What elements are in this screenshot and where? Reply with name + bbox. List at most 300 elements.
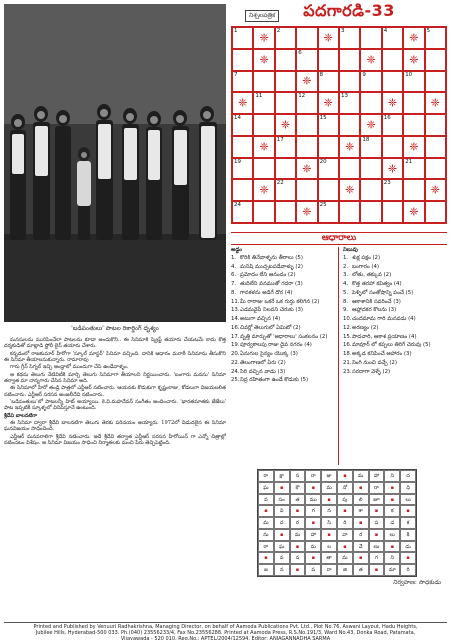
article-paragraph: 'బడిపంతులు'లో పాటలన్నీ హిట్ అయ్యాయి. కె.వి.మహదేవన్ సంగీతం అందించారు. 'భారతమాతకు జేజేలు' పాట ఇప్పటికీ స్కూళ్ళలో వినిపిస్తూనే ఉంటుంది. [4, 399, 226, 412]
puzzle-cell[interactable] [318, 71, 339, 93]
answer-cell: సి [321, 517, 337, 529]
flower-block-icon: ❈ [366, 53, 376, 67]
puzzle-cell[interactable] [296, 92, 317, 114]
puzzle-cell[interactable] [253, 158, 274, 180]
across-clue [231, 281, 335, 288]
across-clue [231, 325, 335, 332]
puzzle-cell[interactable] [360, 27, 381, 49]
block-cell [296, 201, 317, 223]
cell-number: 16 [383, 115, 391, 122]
answer-cell: నో [337, 482, 353, 494]
cell-number: 20 [319, 158, 327, 165]
article-paragraph: కన్నడంలో రాజకుమార్ హీరోగా 'స్కూల్ మాస్టర్' సినిమా వచ్చింది. దానికి ఆధారం మరాఠీ సినిమాను తీసుకొని ఈ సినిమా తీయాలనుకున్నారు. రామారావు [4, 350, 226, 364]
cell-number: 22 [276, 180, 284, 187]
puzzle-cell[interactable] [296, 49, 317, 71]
block-cell [253, 27, 274, 49]
answer-cell: సం [274, 494, 290, 506]
puzzle-cell[interactable] [403, 158, 424, 180]
answer-block-cell: ▪ [258, 505, 274, 517]
article-paragraph: మనసులను మురిపించేలా పాటలను కూడా అందుకొని.. ఈ సినిమాకి స్క్రిప్ట్ తయారు చేయటమే కాదు కొత్త దర్శకుడితో మాట్లాడి స్టోరీ లైన్ తయారు చేశారు. [4, 337, 226, 350]
answer-block-cell: ▪ [400, 552, 416, 564]
puzzle-title: పదగారడి-33 [303, 1, 395, 20]
clue-number: 22. [231, 359, 240, 366]
puzzle-cell[interactable] [382, 49, 403, 71]
puzzle-cell[interactable] [339, 27, 360, 49]
answer-block-cell: ▪ [369, 505, 385, 517]
answer-cell: ణు [369, 541, 385, 553]
puzzle-cell[interactable] [232, 71, 253, 93]
puzzle-cell[interactable] [275, 179, 296, 201]
flower-block-icon: ❈ [409, 140, 419, 154]
answer-block-cell: ▪ [258, 552, 274, 564]
clue-number: 20. [231, 351, 240, 357]
answer-cell: ని [384, 552, 400, 564]
block-cell [318, 92, 339, 114]
flower-block-icon: ❈ [302, 205, 312, 219]
clue-text: సరదాగా వెళ్ళే (2) [352, 368, 391, 375]
puzzle-cell[interactable] [275, 92, 296, 114]
puzzle-cell[interactable] [318, 158, 339, 180]
article-column [4, 4, 226, 448]
clue-text: శుక్ల పక్షం (2) [352, 254, 381, 261]
puzzle-header [231, 1, 447, 24]
puzzle-cell[interactable] [275, 71, 296, 93]
puzzle-cell[interactable] [403, 71, 424, 93]
answer-cell: స [290, 470, 306, 482]
block-cell [425, 92, 446, 114]
answer-cell: ఘ [274, 541, 290, 553]
flower-block-icon: ❈ [302, 162, 312, 176]
puzzle-cell[interactable] [339, 158, 360, 180]
answer-cell: ని [384, 470, 400, 482]
across-clue [231, 255, 335, 262]
answer-block-cell: ▪ [274, 482, 290, 494]
puzzle-cell[interactable] [232, 179, 253, 201]
answer-grid [257, 469, 417, 577]
clue-number: 4. [231, 263, 237, 270]
puzzle-cell[interactable] [232, 201, 253, 223]
clue-text: పాదచారి, ఆకాశ ప్రయాణం (4) [352, 333, 417, 340]
answer-cell: వ [258, 494, 274, 506]
block-cell [253, 49, 274, 71]
across-clue [231, 377, 335, 384]
flower-block-icon: ❈ [387, 162, 398, 176]
cell-number: 24 [234, 202, 241, 209]
answer-cell: మ [290, 529, 306, 541]
down-title: నిలువు [343, 247, 358, 253]
clue-text: మీ రారాజు ఒకరే ఒక గుర్తు కలిగిన (2) [240, 298, 320, 305]
article-paragraph: ఈ సినిమాలో హీరో తండ్రి పాత్రలో ఎన్టీఆర్ నటించారు. ఆయనకు కొడుకుగా కృష్ణంరాజు, కోడలుగా విజయలలిత నటించారు. ఎన్టీఆర్ సరసన అంజలీదేవి నటించారు. [4, 385, 226, 398]
answer-cell: శా [353, 505, 369, 517]
puzzle-cell[interactable] [253, 201, 274, 223]
cell-number: 12 [298, 93, 306, 100]
puzzle-cell[interactable] [296, 27, 317, 49]
answer-cell: న [274, 564, 290, 576]
puzzle-cell[interactable] [425, 49, 446, 71]
down-clue [343, 351, 447, 358]
answer-cell: రా [258, 541, 274, 553]
puzzle-cell[interactable] [275, 49, 296, 71]
clue-text: నింగి నుంచి వచ్చే (2) [352, 359, 397, 366]
cell-number: 1 [234, 28, 238, 34]
clue-text: కొరికి తినేవాళ్ళను తీరాలు (5) [240, 254, 303, 261]
answer-cell: మ [337, 552, 353, 564]
imprint-footer [4, 622, 447, 640]
flower-block-icon: ❈ [345, 183, 355, 197]
answer-cell: వ [274, 552, 290, 564]
answer-cell: క్షా [274, 470, 290, 482]
puzzle-cell[interactable] [232, 114, 253, 136]
article-paragraph: ఆ కథను తెలుగు నేటివిటీకి మార్చి తెలుగు సినిమాగా తీయాలని నిర్ణయించారు. 'బంగారు మనసు' సినిమా తర్వాత మా నాన్నగారు చేసిన సినిమా అది. [4, 371, 226, 385]
answer-cell: వే [353, 541, 369, 553]
clue-number: 7. [231, 281, 237, 287]
clue-number: 1. [231, 254, 237, 261]
clue-text: ప్రమోదం లేని ఆనందం (2) [240, 272, 296, 279]
puzzle-cell[interactable] [360, 158, 381, 180]
answer-cell: త [290, 494, 306, 506]
clue-number: 10. [343, 316, 352, 322]
puzzle-cell[interactable] [403, 114, 424, 136]
puzzle-cell[interactable] [382, 27, 403, 49]
block-cell [360, 114, 381, 136]
clue-number: 8. [231, 289, 237, 296]
puzzle-cell[interactable] [232, 158, 253, 180]
across-clue [231, 272, 335, 279]
block-cell [253, 136, 274, 158]
clue-number: 12. [343, 324, 352, 331]
answer-block-cell: ▪ [290, 505, 306, 517]
answer-cell: క [400, 517, 416, 529]
article-body [4, 337, 226, 447]
down-clue [343, 342, 447, 349]
block-cell [318, 27, 339, 49]
flower-block-icon: ❈ [280, 118, 291, 132]
answer-cell: న [321, 505, 337, 517]
answer-block-cell: ▪ [369, 529, 385, 541]
flower-block-icon: ❈ [409, 31, 419, 45]
clue-text: ఎడమవైపే నిలవని చెరుకు (3) [240, 307, 304, 314]
cell-number: 25 [319, 202, 327, 209]
answer-cell: ప [305, 564, 321, 576]
down-clue [343, 255, 447, 262]
cell-number: 23 [383, 180, 391, 187]
flower-block-icon: ❈ [323, 31, 333, 45]
clue-text: గానకళను అడిగే దొర (4) [240, 289, 293, 296]
cell-number: 8 [319, 71, 324, 78]
flower-block-icon: ❈ [238, 96, 248, 110]
puzzle-cell[interactable] [275, 27, 296, 49]
answer-block-cell: ▪ [305, 552, 321, 564]
block-cell [403, 49, 424, 71]
clue-number: 15. [343, 333, 352, 340]
answer-cell: కౌ [290, 482, 306, 494]
flower-block-icon: ❈ [430, 96, 440, 110]
block-cell [403, 136, 424, 158]
down-clue [343, 325, 447, 332]
flower-block-icon: ❈ [302, 74, 312, 88]
answer-block-cell: ▪ [353, 517, 369, 529]
clue-number: 8. [343, 298, 349, 305]
puzzle-cell[interactable] [296, 179, 317, 201]
clue-number: 23. [343, 368, 352, 375]
answer-cell: మా [384, 564, 400, 576]
answer-cell: న [290, 552, 306, 564]
cell-number: 3 [340, 28, 345, 34]
clues-section [231, 247, 447, 465]
clue-number: 5. [343, 289, 349, 296]
block-cell [382, 92, 403, 114]
puzzle-cell[interactable] [425, 201, 446, 223]
puzzle-cell[interactable] [382, 71, 403, 93]
puzzle-cell[interactable] [382, 201, 403, 223]
clue-text: తెలంగాణలో ఏరు (2) [240, 359, 286, 366]
answer-cell: హా [369, 470, 385, 482]
across-clue [231, 351, 335, 358]
cell-number: 13 [340, 93, 348, 100]
puzzle-cell[interactable] [339, 71, 360, 93]
answer-cell: రా [321, 564, 337, 576]
puzzle-cell[interactable] [339, 92, 360, 114]
puzzle-cell[interactable] [425, 71, 446, 93]
crossword-grid[interactable] [231, 26, 447, 224]
answer-cell: రా [258, 470, 274, 482]
cell-number: 5 [426, 28, 431, 34]
down-clue [343, 334, 447, 341]
answer-block-cell: ▪ [353, 552, 369, 564]
puzzle-cell[interactable] [253, 114, 274, 136]
answer-cell: ర [290, 517, 306, 529]
puzzle-cell[interactable] [425, 27, 446, 49]
down-clues [339, 247, 447, 465]
answer-section [231, 469, 447, 589]
down-clue [343, 264, 447, 271]
puzzle-cell[interactable] [360, 201, 381, 223]
block-cell [339, 136, 360, 158]
puzzle-cell[interactable] [382, 114, 403, 136]
puzzle-cell[interactable] [318, 179, 339, 201]
across-clue [231, 342, 335, 349]
answer-cell: ధి [400, 482, 416, 494]
puzzle-cell[interactable] [296, 114, 317, 136]
puzzle-cell[interactable] [275, 201, 296, 223]
across-title: అడ్డం [231, 247, 242, 253]
puzzle-cell[interactable] [318, 49, 339, 71]
clue-text: అరణ్యం (2) [352, 324, 379, 331]
clue-text: ఆకాశానికి సవరించే (3) [352, 298, 401, 305]
block-cell [403, 27, 424, 49]
answer-cell: వా [337, 529, 353, 541]
flower-block-icon: ❈ [409, 53, 419, 67]
answer-block-cell: ▪ [384, 541, 400, 553]
answer-block-cell: ▪ [321, 529, 337, 541]
across-clue [231, 299, 335, 306]
clue-text: చివర్లో తెలుగులో ఏమిటో (2) [240, 324, 301, 331]
across-clues [231, 247, 339, 465]
block-cell [382, 158, 403, 180]
clue-number: 6. [231, 272, 237, 279]
clue-number: 14. [231, 316, 240, 322]
clue-number: 19. [231, 342, 240, 349]
down-clue [343, 281, 447, 288]
down-clue [343, 272, 447, 279]
article-paragraph: ఎన్టీఆర్ మనవరాలిగా శ్రీదేవి నటించారు. అదే శ్రీదేవి తర్వాత ఎన్టీఆర్ సరసన హీరోయిన్ గా ఎన్నో చిత్రాల్లో నటించటం విశేషం. ఆ సినిమా విజయం సాధించి నిర్మాతలకు మంచి పేరు తెచ్చిపెట్టింది. [4, 433, 226, 447]
clue-text: సిరి వచ్చిన వాడు (3) [240, 368, 286, 375]
clue-number: 24. [231, 368, 240, 375]
imprint-line: Jubilee Hills, Hyderabad-500 033. Ph.(040) 23556233/4, Fax No.23556288. Printed at Aamoda Press, R.S.No.191/3, Ward No.43, Donka Road, Patamata, [35, 630, 416, 636]
answer-cell: లు [384, 529, 400, 541]
answer-cell: ప [369, 517, 385, 529]
block-cell [360, 49, 381, 71]
puzzle-cell[interactable] [403, 92, 424, 114]
puzzle-cell[interactable] [339, 114, 360, 136]
cell-number: 9 [362, 71, 366, 78]
puzzle-cell[interactable] [253, 92, 274, 114]
flower-block-icon: ❈ [259, 140, 269, 154]
puzzle-cell[interactable] [318, 114, 339, 136]
answer-block-cell: ▪ [337, 505, 353, 517]
flower-block-icon: ❈ [259, 53, 269, 67]
across-clue [231, 290, 335, 297]
puzzle-cell[interactable] [425, 158, 446, 180]
puzzle-cell[interactable] [296, 136, 317, 158]
puzzle-cell[interactable] [275, 136, 296, 158]
clue-text: నిద్ర రహితంగా ఉండే కొడుకు (5) [240, 377, 309, 384]
puzzle-cell[interactable] [318, 136, 339, 158]
down-clue [343, 307, 447, 314]
puzzle-cell[interactable] [232, 136, 253, 158]
puzzle-cell[interactable] [360, 71, 381, 93]
group-photo [4, 4, 226, 322]
answer-block-cell: ▪ [290, 541, 306, 553]
cell-number: 11 [255, 93, 263, 100]
answer-cell: గ [369, 552, 385, 564]
puzzle-category-tag: నిశ్చలపత్రిక [245, 10, 279, 22]
block-cell [425, 179, 446, 201]
clue-number: 13. [231, 307, 240, 314]
cell-number: 10 [405, 71, 413, 78]
across-clue [231, 316, 335, 323]
puzzle-cell[interactable] [360, 179, 381, 201]
answer-cell: తా [321, 552, 337, 564]
answer-cell: క [384, 505, 400, 517]
answer-cell: లి [353, 494, 369, 506]
answer-cell: జు [321, 470, 337, 482]
clue-text: పూర్వకాలపు రాజు దైవ నగరం (4) [240, 342, 312, 349]
flower-block-icon: ❈ [409, 205, 419, 219]
across-clue [231, 369, 335, 376]
puzzle-cell[interactable] [425, 136, 446, 158]
answer-cell: డు [400, 541, 416, 553]
puzzle-cell[interactable] [360, 92, 381, 114]
clue-number: 9. [343, 307, 349, 314]
puzzle-cell[interactable] [382, 179, 403, 201]
clue-text: తుదిలేని వనముతో గదరా (3) [240, 281, 303, 287]
block-cell [296, 158, 317, 180]
puzzle-cell[interactable] [232, 27, 253, 49]
block-cell [403, 201, 424, 223]
article-paragraph: గారు గ్రీన్ సిగ్నల్ ఇచ్చి ఆంధ్రాలో ముందుగా చేసి ఉండేవాళ్ళం. [10, 364, 129, 371]
answer-cell: వి [274, 505, 290, 517]
puzzle-cell[interactable] [339, 49, 360, 71]
imprint-line: Vijayawada - 520 010, Reg.No.: APTEL/2004/12594. Editor: ANJAGANNADHA SARMA [120, 636, 331, 640]
across-clue [231, 360, 335, 367]
article-subheading: శ్రీదేవి బాలనటిగా [4, 412, 38, 419]
clue-number: 16. [343, 342, 352, 349]
flower-block-icon: ❈ [387, 96, 398, 110]
answer-block-cell: ▪ [305, 517, 321, 529]
clue-number: 11. [231, 298, 240, 305]
clue-number: 3. [343, 272, 349, 279]
down-clue [343, 360, 447, 367]
puzzle-cell[interactable] [382, 136, 403, 158]
answer-block-cell: ▪ [290, 564, 306, 576]
puzzle-cell[interactable] [275, 158, 296, 180]
down-clue [343, 290, 447, 297]
clue-text: అటుగా వచ్చిన (4) [240, 316, 281, 322]
answer-cell: పు [337, 494, 353, 506]
block-cell [253, 179, 274, 201]
puzzle-cell[interactable] [425, 114, 446, 136]
cell-number: 2 [276, 28, 281, 34]
answer-cell: హా [305, 529, 321, 541]
answer-cell: గ [305, 505, 321, 517]
across-clue [231, 307, 335, 314]
puzzle-cell[interactable] [339, 201, 360, 223]
block-cell [296, 71, 317, 93]
answer-cell: ఘ [258, 482, 274, 494]
cell-number: 4 [383, 28, 388, 34]
clue-text: లోతు, తక్కువ (2) [352, 272, 392, 279]
answer-block-cell: ▪ [353, 482, 369, 494]
cell-number: 17 [276, 136, 284, 143]
clue-text: ఏనుగుల సైన్యం యొక్క (3) [240, 351, 298, 357]
puzzle-cell[interactable] [232, 49, 253, 71]
article-paragraph: ఈ సినిమా ద్వారా శ్రీదేవి బాలనటిగా తెలుగు తెరకు పరిచయం అయ్యారు. 1972లో విడుదలైన ఈ సినిమా ఘనవిజయం సాధించింది. [4, 420, 226, 433]
cell-number: 18 [362, 136, 370, 143]
answer-cell: ర [353, 529, 369, 541]
answer-block-cell: ▪ [400, 505, 416, 517]
flower-block-icon: ❈ [259, 183, 269, 197]
down-clue [343, 369, 447, 376]
answer-cell: కి [400, 529, 416, 541]
answer-cell: ను [258, 529, 274, 541]
clue-text: అక్కడ కనిపించే ఆహారం (3) [352, 351, 412, 357]
answer-block-cell: ▪ [369, 564, 385, 576]
clue-number: 16. [231, 324, 240, 331]
cell-number: 19 [234, 158, 241, 165]
puzzle-cell[interactable] [318, 201, 339, 223]
cell-number: 15 [319, 115, 327, 122]
puzzle-cell[interactable] [403, 179, 424, 201]
answer-cell: మ [321, 482, 337, 494]
cell-number: 7 [234, 71, 238, 78]
cell-number: 14 [234, 115, 241, 122]
answer-block-cell: ▪ [337, 470, 353, 482]
answer-block-cell: ▪ [384, 482, 400, 494]
answer-block-cell: ▪ [384, 494, 400, 506]
answer-cell: జూ [369, 494, 385, 506]
puzzle-cell[interactable] [360, 136, 381, 158]
answer-cell: రి [400, 564, 416, 576]
clue-text: బంగారం (4) [352, 263, 380, 270]
clue-text: ఆహ్లాదకర కొలను (3) [352, 307, 397, 314]
answer-cell: మ [353, 470, 369, 482]
puzzle-cell[interactable] [253, 71, 274, 93]
across-clue [231, 264, 335, 271]
clue-number: 18. [343, 351, 352, 357]
clue-text: మావూర్ లో కప్పలు తిరిగే చెరువు (5) [352, 342, 431, 349]
down-clue [343, 299, 447, 306]
